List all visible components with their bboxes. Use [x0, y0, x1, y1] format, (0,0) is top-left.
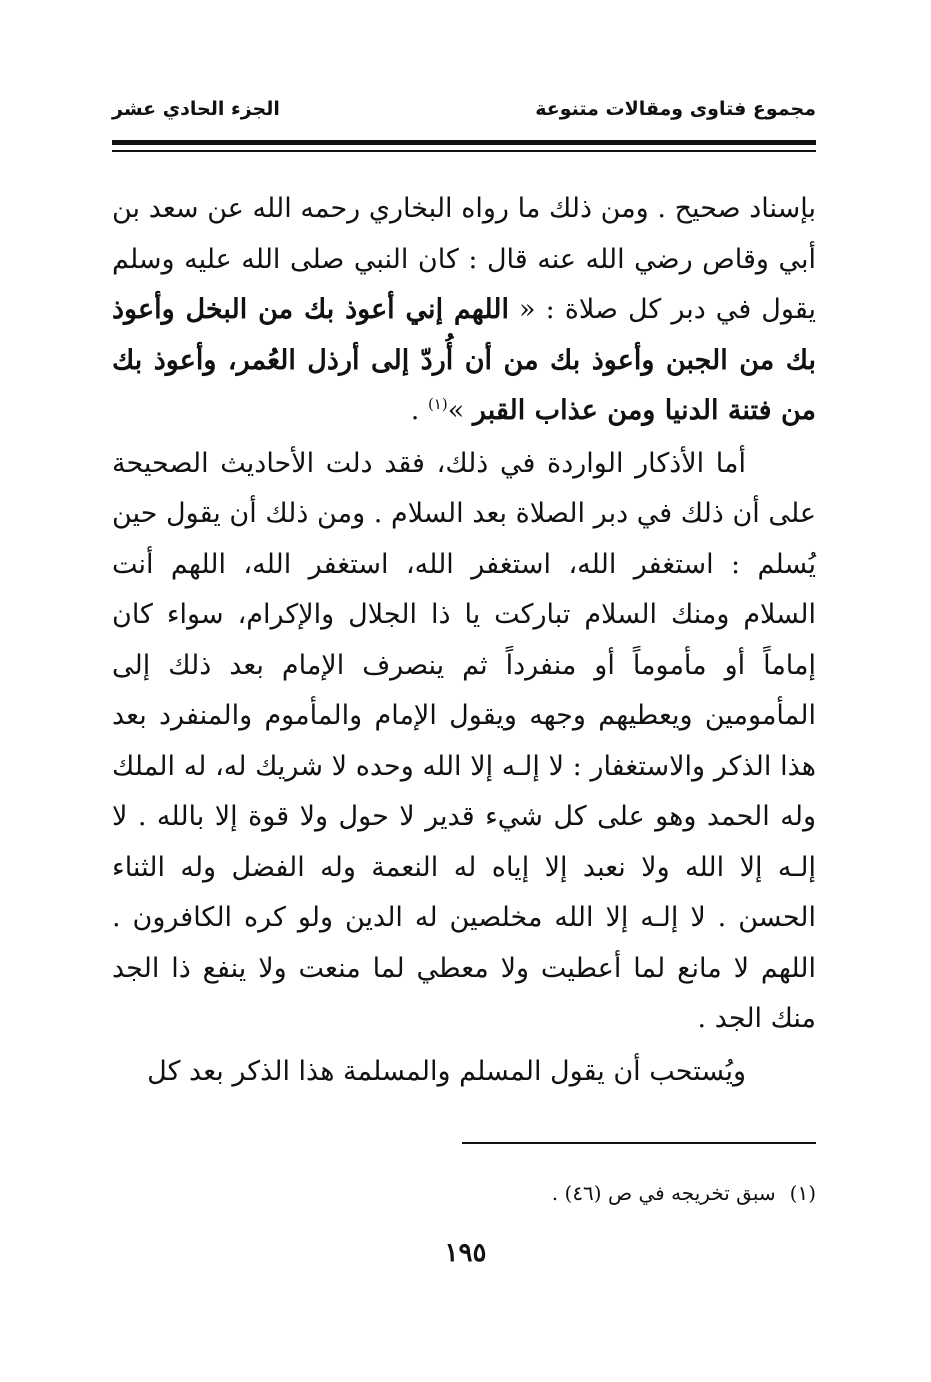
paragraph-1 — [112, 184, 816, 437]
paragraph-2 — [112, 439, 816, 1045]
footnote-rule — [462, 1142, 816, 1144]
main-text — [112, 184, 816, 1097]
footnote — [112, 1178, 816, 1208]
paragraph-2-text: أما الأذكار الواردة في ذلك، فقد دلت الأحاديث الصحيحة على أن ذلك في دبر الصلاة بعد السلام . ومن ذلك أن يقول حين يُسلم : استغفر الله، استغفر الله، استغفر الله، اللهم أنت السلام ومنك السلام تباركت يا ذا الجلال والإكرام، سواء كان إماماً أو مأموماً أو منفرداً ثم ينصرف الإمام بعد ذلك إلى المأمومين ويعطيهم وجهه ويقول الإمام والمأموم والمنفرد بعد هذا الذكر والاستغفار : لا إلـه إلا الله وحده لا شريك له، له الملك وله الحمد وهو على كل شيء قدير لا حول ولا قوة إلا بالله . لا إلـه إلا الله ولا نعبد إلا إياه له النعمة وله الفضل وله الثناء الحسن . لا إلـه إلا الله مخلصين له الدين ولو كره الكافرون . اللهم لا مانع لما أعطيت ولا معطي لما منعت ولا ينفع ذا الجد منك الجد . — [112, 447, 816, 1034]
book-title: مجموع فتاوى ومقالات متنوعة — [535, 98, 816, 120]
running-header — [112, 98, 816, 132]
footnote-ref: (١) — [427, 395, 448, 413]
paragraph-1-end: . — [410, 395, 428, 426]
header-rule-thin — [112, 150, 816, 152]
hadith-quote: اللهم إني أعوذ بك من البخل وأعوذ بك من الجبن وأعوذ بك من أن أُردّ إلى أرذل العُمر، وأعوذ بك من فتنة الدنيا ومن عذاب القبر — [112, 294, 816, 426]
footnote-number: (١) — [789, 1181, 816, 1205]
paragraph-3 — [112, 1047, 816, 1098]
quote-close: » — [447, 395, 473, 426]
paragraph-1-text: بإسناد صحيح . ومن ذلك ما رواه البخاري رحمه الله عن سعد بن أبي وقاص رضي الله عنه قال : كان النبي صلى الله عليه وسلم يقول في دبر كل صلاة : « — [112, 193, 817, 325]
volume-label: الجزء الحادي عشر — [112, 98, 280, 120]
footnote-text: سبق تخريجه في ص (٤٦) . — [551, 1181, 776, 1205]
paragraph-3-text: ويُستحب أن يقول المسلم والمسلمة هذا الذكر بعد كل — [147, 1055, 746, 1087]
header-rule-thick — [112, 140, 816, 145]
page-number: ١٩٥ — [444, 1238, 487, 1268]
